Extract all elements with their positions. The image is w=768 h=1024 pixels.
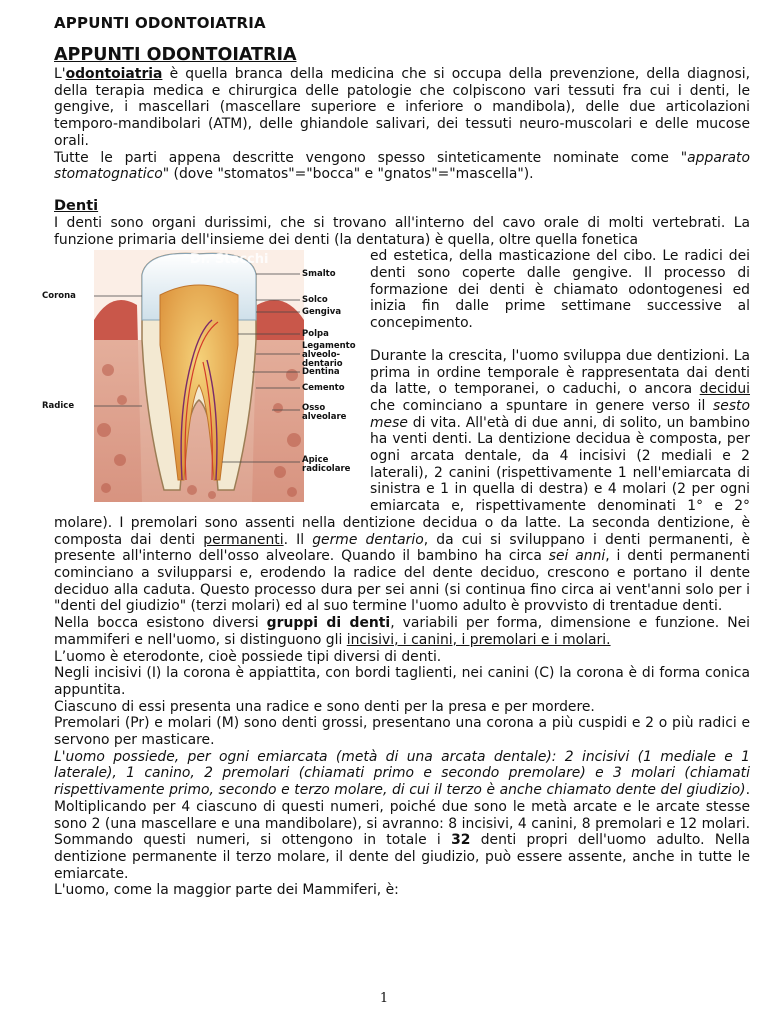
denti-paragraph-9: L'uomo, come la maggior parte dei Mammiferi, è: (54, 882, 399, 899)
text-run: L'uomo possiede, per ogni emiarcata (metà di una arcata dentale): 2 incisivi (1 mediale e 1 laterale), 1 canino, 2 premolari (chiamati primo e secondo premolare) e 3 molari (chiamati rispettivamente primo, secondo e terzo molare, di cui il terzo è anche chiamato dente del giudizio) (54, 748, 750, 799)
label-legamento: Legamento alveolo- dentario (302, 341, 356, 370)
denti-paragraph-1 (54, 215, 750, 248)
intro-paragraph-2 (54, 150, 750, 183)
denti-body-with-figure (42, 214, 750, 615)
text-run: sesto mese (370, 397, 750, 431)
label-gengiva: Gengiva (302, 307, 342, 318)
text-run: , variabili per forma, dimensione e funzione. Nei mammiferi e nell'uomo, si distinguono gli (54, 615, 750, 648)
document-title: APPUNTI ODONTOIATRIA (54, 45, 297, 65)
figure-watermark: Dr. Stocchi (190, 252, 269, 268)
text-run: è quella branca della medicina che si occupa della prevenzione, della diagnosi, della terapia medica e chirurgica delle patologie che colpiscono vari tessuti fra cui i denti, le gengive, i mascellari (mascellare superiore e inferiore o mandibola), delle due articolazioni temporo-mandibolari (ATM), delle ghiandole salivari, dei tessuti neuro-muscolari e delle mucose orali. (54, 66, 750, 149)
label-corona: Corona (42, 291, 76, 302)
page-number: 1 (379, 991, 389, 1006)
running-header: APPUNTI ODONTOIATRIA (54, 14, 266, 32)
denti-paragraph-3 (54, 615, 750, 648)
denti-paragraph-1-cont: ed estetica, della masticazione del cibo. Le radici dei denti sono coperte dalle gengive. Il processo di formazione dei denti è chiamato odontogenesi ed inizia fin dalle prime settimane successive al concepimento. (370, 248, 750, 332)
text-run: Durante la crescita, l'uomo sviluppa due dentizioni. La prima in ordine temporale è rappresentata dai denti da latte, o temporanei, o caduchi, o ancora (370, 347, 750, 398)
label-solco: Solco (302, 295, 328, 306)
text-run: germe dentario (312, 531, 424, 548)
text-run: I denti sono organi durissimi, che si trovano all'interno del cavo orale di molti vertebrati. La funzione primaria dell'insieme dei denti (la dentatura) è quella, oltre quella fonetica (54, 214, 750, 248)
label-cemento: Cemento (302, 383, 345, 394)
document-page (42, 14, 751, 899)
text-run: Nella bocca esistono diversi (54, 615, 267, 632)
text-run: , da cui si sviluppano i denti permanenti, è presente all'interno dell'osso alveolare. Quando il bambino ha circa (54, 531, 750, 565)
text-run: . Il (283, 531, 313, 548)
text-run: gruppi di denti (266, 615, 391, 632)
denti-paragraph-5: Negli incisivi (I) la corona è appiattita, con bordi taglienti, nei canini (C) la corona è di forma conica appuntita. (54, 665, 750, 698)
text-run: di vita. All'età di due anni, di solito, un bambino ha venti denti. La dentizione decidua è composta, per ogni arcata dentale, da 4 incisivi (2 mediali e 2 laterali), 2 canini (rispettivamente 1 nell'emiarcata di sinistra e 1 in quella di destra) e 4 molari (2 per ogni emiarcata e, rispettivamente denominati 1° e 2° molare). I premolari sono assenti nella dentizione decidua o da latte. La seconda dentizione, è composta dai denti (54, 414, 750, 548)
denti-paragraph-4: L’uomo è eterodonte, cioè possiede tipi diversi di denti. (54, 648, 442, 665)
text-run: che cominciano a spuntare in genere verso il (370, 397, 714, 414)
section-heading-denti: Denti (54, 197, 99, 214)
tooth-anatomy-figure (42, 250, 364, 502)
label-radice: Radice (42, 401, 75, 412)
term-apparato-stomatognatico: apparato stomatognatico (54, 149, 750, 183)
label-dentina: Dentina (302, 367, 340, 378)
text-run: decidui (699, 381, 750, 398)
text-run: incisivi, i canini, i premolari e i molari. (346, 631, 611, 648)
text-run: L' (54, 66, 66, 82)
text-run: denti propri dell'uomo adulto. Nella dentizione permanente il terzo molare, il dente del giudizio, può essere assente, anche in tutte le emiarcate. (54, 832, 751, 882)
label-apice-radicolare: Apice radicolare (302, 455, 351, 475)
label-osso-alveolare: Osso alveolare (302, 403, 347, 423)
text-run: permanenti (203, 531, 284, 548)
text-run: . Moltiplicando per 4 ciascuno di questi numeri, poiché due sono le metà arcate e le arcate stesse sono 2 (una mascellare e una mandibolare), si avranno: 8 incisivi, 4 canini, 8 premolari e 12 molari. Sommando questi numeri, si ottengono in totale i (54, 782, 750, 849)
term-odontoiatria: odontoiatria (65, 66, 163, 82)
denti-paragraph-8 (54, 749, 750, 883)
intro-paragraph-1 (54, 66, 750, 150)
text-run: " (dove "stomatos"="bocca" e "gnatos"="mascella"). (162, 166, 534, 183)
text-run: Tutte le parti appena descritte vengono spesso sinteticamente nominate come " (54, 149, 688, 166)
denti-paragraph-7: Premolari (Pr) e molari (M) sono denti grossi, presentano una corona a più cuspidi e 2 o più radici e servono per masticare. (54, 715, 750, 749)
text-run: 32 (451, 832, 471, 849)
label-polpa: Polpa (302, 329, 329, 340)
text-run: , i denti permanenti cominciano a svilupparsi e, erodendo la radice del dente deciduo, crescono e portano il dente deciduo alla caduta. Questo processo dura per sei anni (si continua fino circa ai vent'anni solo per i "denti del giudizio" (terzi molari) ed al suo termine l'uomo adulto è provvisto di trentadue denti. (54, 548, 750, 615)
text-run: sei anni (548, 548, 606, 565)
denti-paragraph-6: Ciascuno di essi presenta una radice e sono denti per la presa e per mordere. (54, 698, 595, 715)
label-smalto: Smalto (302, 269, 336, 280)
